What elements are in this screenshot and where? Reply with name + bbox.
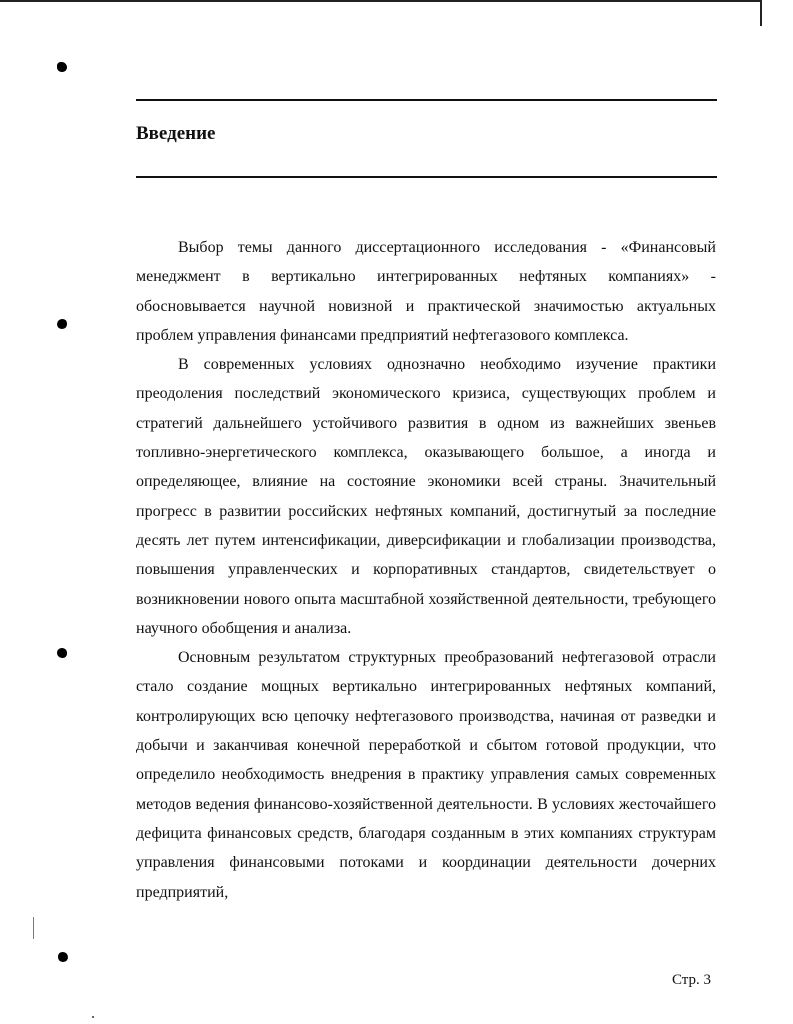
- punch-hole-mark: [57, 62, 67, 72]
- scan-speck: [92, 1016, 94, 1018]
- heading-rule-top: [136, 99, 717, 101]
- punch-hole-mark: [57, 648, 67, 658]
- body-text: [136, 233, 716, 907]
- heading-rule-bottom: [136, 176, 717, 178]
- section-heading: Введение: [136, 123, 216, 144]
- scan-top-border: [0, 0, 762, 2]
- punch-hole-mark: [57, 319, 67, 329]
- paragraph-1: Выбор темы данного диссертационного исследования - «Финансовый менеджмент в вертикально интегрированных нефтяных компаниях» - обосновывается научной новизной и практической значимостью актуальных проблем управления финансами предприятий нефтегазового комплекса.: [136, 239, 716, 344]
- paragraph-3: Основным результатом структурных преобразований нефтегазовой отрасли стало создание мощных вертикально интегрированных нефтяных компаний, контролирующих всю цепочку нефтегазового производства, начиная от разведки и добычи и заканчивая конечной переработкой и сбытом готовой продукции, что определило необходимость внедрения в практику управления самых современных методов ведения финансово-хозяйственной деятельности. В условиях жесточайшего дефицита финансовых средств, благодаря созданным в этих компаниях структурам управления финансовыми потоками и координации деятельности дочерних предприятий,: [136, 649, 716, 901]
- scan-corner-border: [760, 0, 762, 26]
- page-number: Стр. 3: [672, 972, 712, 988]
- paragraph-2: В современных условиях однозначно необходимо изучение практики преодоления последствий экономического кризиса, существующих проблем и стратегий дальнейшего устойчивого развития в одном из важнейших звеньев топливно-энергетического комплекса, оказывающего большое, а иногда и определяющее, влияние на состояние экономики всей страны. Значительный прогресс в развитии российских нефтяных компаний, достигнутый за последние десять лет путем интенсификации, диверсификации и глобализации производства, повышения управленческих и корпоративных стандартов, свидетельствует о возникновении нового опыта масштабной хозяйственной деятельности, требующего научного обобщения и анализа.: [136, 356, 716, 637]
- punch-hole-mark: [58, 952, 68, 962]
- scan-edge-mark: [33, 917, 34, 939]
